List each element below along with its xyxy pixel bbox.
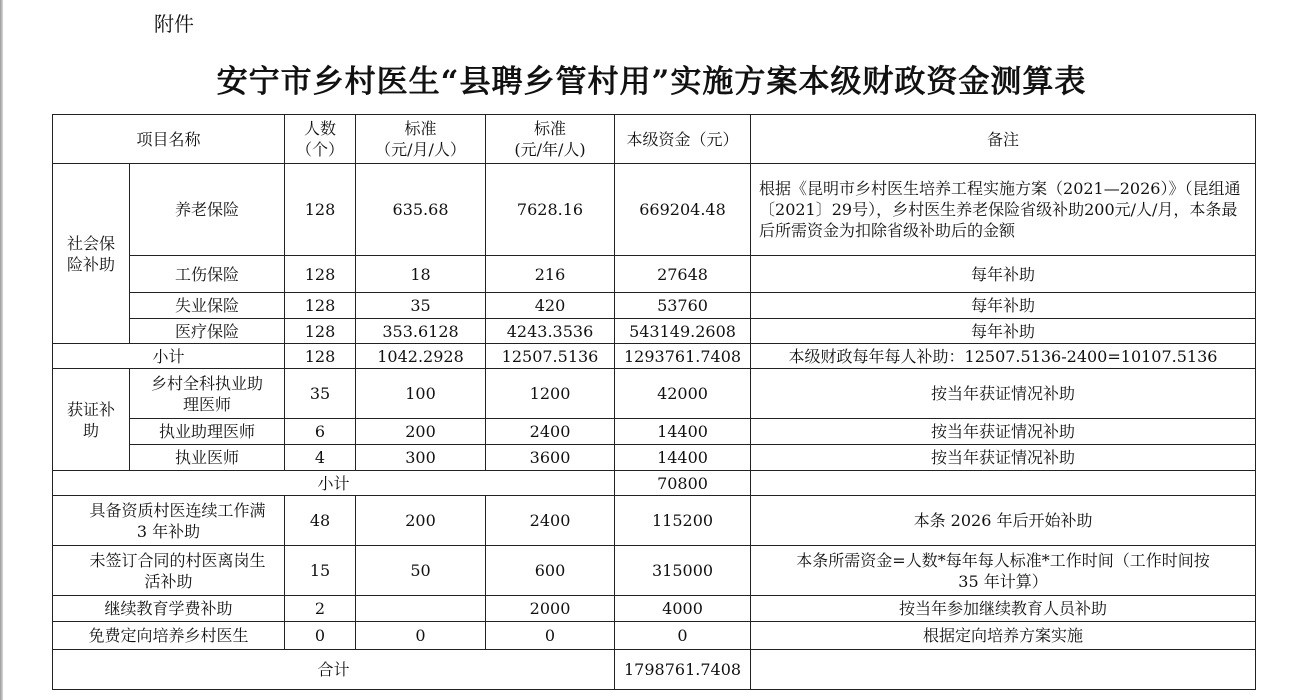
table-row xyxy=(53,496,1256,546)
item-name-line2: 理医师 xyxy=(183,394,232,414)
group-social-line1: 社会保 xyxy=(66,233,115,253)
count-cell: 6 xyxy=(285,419,356,445)
subtotal-row xyxy=(53,471,1256,496)
std-month-cell: 200 xyxy=(356,496,486,546)
count-cell: 15 xyxy=(285,546,356,596)
subtotal-row xyxy=(53,344,1256,369)
header-count xyxy=(285,115,356,164)
header-std-year-line2: (元/年/人) xyxy=(514,140,586,159)
attachment-label: 附件 xyxy=(154,12,194,36)
group-cert-line2: 助 xyxy=(82,420,99,440)
header-std-year xyxy=(486,115,615,164)
note-cell: 本条 2026 年后开始补助 xyxy=(751,496,1256,546)
funding-table xyxy=(52,114,1256,690)
funds-cell: 27648 xyxy=(615,256,751,293)
funds-cell: 53760 xyxy=(615,293,751,319)
note-cell: 每年补助 xyxy=(751,256,1256,293)
table-row xyxy=(53,596,1256,622)
count-cell: 48 xyxy=(285,496,356,546)
header-std-month xyxy=(356,115,486,164)
table-row xyxy=(53,293,1256,319)
note-cell: 本级财政每年每人补助：12507.5136-2400=10107.5136 xyxy=(751,344,1256,369)
item-name xyxy=(53,496,285,546)
count-cell: 35 xyxy=(285,369,356,419)
item-name-line1: 具备资质村医连续工作满 xyxy=(89,500,266,520)
group-cert-line1: 获证补 xyxy=(66,399,115,419)
page-title: 安宁市乡村医生“县聘乡管村用”实施方案本级财政资金测算表 xyxy=(216,64,1087,100)
table-row xyxy=(53,546,1256,596)
funds-cell: 1293761.7408 xyxy=(615,344,751,369)
std-month-cell: 635.68 xyxy=(356,164,486,256)
count-cell: 128 xyxy=(285,344,356,369)
note-line1: 本条所需资金=人数*每年每人标准*工作时间（工作时间按 xyxy=(796,550,1210,570)
table-row xyxy=(53,445,1256,471)
header-note: 备注 xyxy=(751,115,1256,164)
std-month-cell xyxy=(356,596,486,622)
std-year-cell: 3600 xyxy=(486,445,615,471)
item-name: 失业保险 xyxy=(130,293,285,319)
std-month-cell: 200 xyxy=(356,419,486,445)
funds-cell: 115200 xyxy=(615,496,751,546)
total-label: 合计 xyxy=(53,650,615,690)
table-row xyxy=(53,622,1256,650)
funds-cell: 669204.48 xyxy=(615,164,751,256)
header-count-line1: 人数 xyxy=(304,119,337,138)
std-year-cell: 420 xyxy=(486,293,615,319)
table-row xyxy=(53,419,1256,445)
note-cell xyxy=(751,650,1256,690)
item-name: 执业医师 xyxy=(130,445,285,471)
header-item-name: 项目名称 xyxy=(53,115,285,164)
item-name: 执业助理医师 xyxy=(130,419,285,445)
note-cell: 按当年获证情况补助 xyxy=(751,445,1256,471)
note-cell: 根据《昆明市乡村医生培养工程实施方案（2021—2026）》（昆组通〔2021〕29号），乡村医生养老保险省级补助200元/人/月，本条最后所需资金为扣除省级补助后的金额 xyxy=(751,164,1256,256)
note-line2: 35 年计算） xyxy=(958,571,1048,591)
subtotal-label: 小计 xyxy=(53,471,615,496)
note-cell: 按当年参加继续教育人员补助 xyxy=(751,596,1256,622)
std-year-cell: 600 xyxy=(486,546,615,596)
std-year-cell: 2400 xyxy=(486,496,615,546)
count-cell: 4 xyxy=(285,445,356,471)
note-cell: 每年补助 xyxy=(751,293,1256,319)
note-cell xyxy=(751,546,1256,596)
count-cell: 128 xyxy=(285,164,356,256)
std-year-cell: 2000 xyxy=(486,596,615,622)
item-name-line1: 未签订合同的村医离岗生 xyxy=(89,550,266,570)
note-cell: 每年补助 xyxy=(751,319,1256,344)
count-cell: 128 xyxy=(285,293,356,319)
std-year-cell: 2400 xyxy=(486,419,615,445)
subtotal-label: 小计 xyxy=(53,344,285,369)
funds-cell: 0 xyxy=(615,622,751,650)
note-cell: 按当年获证情况补助 xyxy=(751,369,1256,419)
item-name-line2: 活补助 xyxy=(144,571,193,591)
funds-cell: 315000 xyxy=(615,546,751,596)
funds-cell: 42000 xyxy=(615,369,751,419)
header-std-month-line2: （元/月/人） xyxy=(375,140,466,159)
table-row xyxy=(53,319,1256,344)
std-year-cell: 12507.5136 xyxy=(486,344,615,369)
std-year-cell: 216 xyxy=(486,256,615,293)
funds-cell: 14400 xyxy=(615,419,751,445)
group-certification xyxy=(53,369,130,471)
group-social-line2: 险补助 xyxy=(66,254,115,274)
item-name: 医疗保险 xyxy=(130,319,285,344)
table-row xyxy=(53,256,1256,293)
item-name-line2: 3 年补助 xyxy=(136,521,201,541)
table-row xyxy=(53,369,1256,419)
item-name-line1: 乡村全科执业助 xyxy=(151,373,264,393)
item-name xyxy=(130,369,285,419)
count-cell: 2 xyxy=(285,596,356,622)
std-month-cell: 1042.2928 xyxy=(356,344,486,369)
funds-cell: 14400 xyxy=(615,445,751,471)
count-cell: 128 xyxy=(285,256,356,293)
std-month-cell: 18 xyxy=(356,256,486,293)
table-row xyxy=(53,164,1256,256)
header-funds: 本级资金（元） xyxy=(615,115,751,164)
std-month-cell: 50 xyxy=(356,546,486,596)
count-cell: 0 xyxy=(285,622,356,650)
funds-cell: 4000 xyxy=(615,596,751,622)
note-cell: 根据定向培养方案实施 xyxy=(751,622,1256,650)
std-year-cell: 1200 xyxy=(486,369,615,419)
header-row xyxy=(53,115,1256,164)
item-name xyxy=(53,546,285,596)
std-month-cell: 300 xyxy=(356,445,486,471)
item-name: 工伤保险 xyxy=(130,256,285,293)
note-cell xyxy=(751,471,1256,496)
std-month-cell: 0 xyxy=(356,622,486,650)
total-row xyxy=(53,650,1256,690)
funds-cell: 70800 xyxy=(615,471,751,496)
std-year-cell: 4243.3536 xyxy=(486,319,615,344)
total-funds: 1798761.7408 xyxy=(615,650,751,690)
item-name: 继续教育学费补助 xyxy=(53,596,285,622)
std-year-cell: 7628.16 xyxy=(486,164,615,256)
item-name: 养老保险 xyxy=(130,164,285,256)
header-std-month-line1: 标准 xyxy=(404,119,437,138)
note-cell: 按当年获证情况补助 xyxy=(751,419,1256,445)
funds-cell: 543149.2608 xyxy=(615,319,751,344)
group-social-insurance xyxy=(53,164,130,344)
std-year-cell: 0 xyxy=(486,622,615,650)
std-month-cell: 100 xyxy=(356,369,486,419)
count-cell: 128 xyxy=(285,319,356,344)
std-month-cell: 35 xyxy=(356,293,486,319)
item-name: 免费定向培养乡村医生 xyxy=(53,622,285,650)
header-count-line2: （个） xyxy=(296,140,345,159)
header-std-year-line1: 标准 xyxy=(534,119,567,138)
window-edge xyxy=(0,0,3,700)
std-month-cell: 353.6128 xyxy=(356,319,486,344)
